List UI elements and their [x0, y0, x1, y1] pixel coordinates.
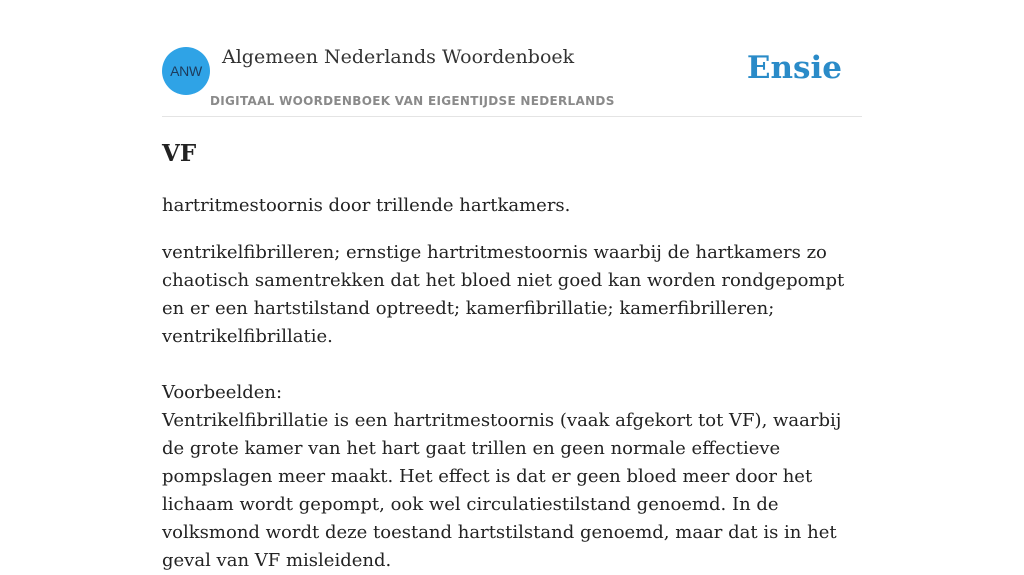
site-subtitle: DIGITAAL WOORDENBOEK VAN EIGENTIJDSE NEDERLANDS: [210, 94, 615, 108]
examples-label: Voorbeelden:: [162, 382, 283, 403]
anw-logo[interactable]: ANW: [162, 47, 210, 95]
short-definition: hartritmestoornis door trillende hartkamers.: [162, 195, 571, 216]
example-text: Ventrikelfibrillatie is een hartritmestoornis (vaak afgekort tot VF), waarbij de grote kamer van het hart gaat trillen en geen normale effectieve pompslagen meer maakt. Het effect is dat er geen bloed meer door het lichaam wordt gepompt, ook wel circulatiestilstand genoemd. In de volksmond wordt deze toestand hartstilstand genoemd, maar dat is in het geval van VF misleidend.: [162, 410, 842, 571]
entry-headword: VF: [162, 140, 197, 167]
site-header: [162, 0, 862, 117]
site-title[interactable]: Algemeen Nederlands Woordenboek: [222, 46, 575, 68]
ensie-brand-link[interactable]: Ensie: [746, 50, 842, 86]
long-definition: ventrikelfibrilleren; ernstige hartritmestoornis waarbij de hartkamers zo chaotisch samentrekken dat het bloed niet goed kan worden rondgepompt en er een hartstilstand optreedt; kamerfibrillatie; kamerfibrilleren; ventrikelfibrillatie.: [162, 242, 845, 347]
entry-content: [162, 138, 862, 575]
